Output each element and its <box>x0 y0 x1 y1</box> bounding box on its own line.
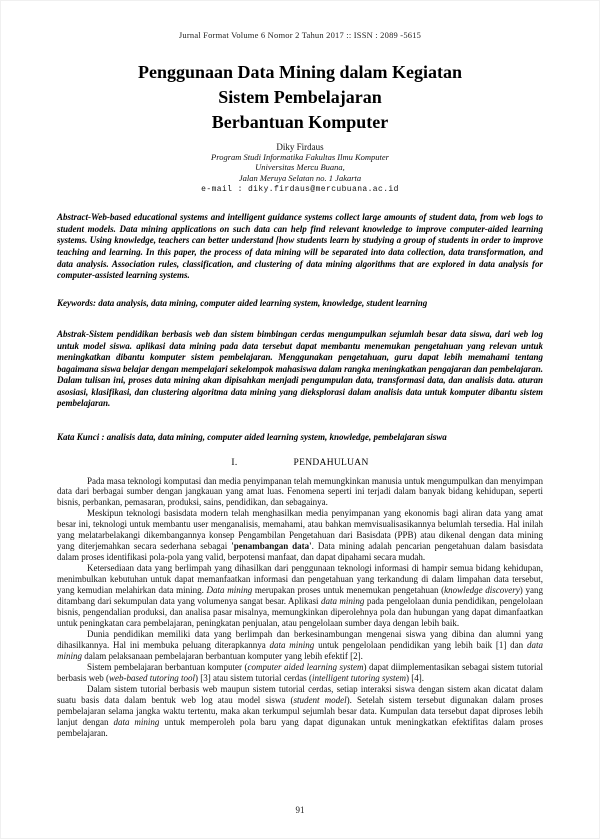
section-heading-pendahuluan <box>57 458 543 468</box>
author-address: Jalan Meruya Selatan no. 1 Jakarta <box>238 172 362 183</box>
paragraph-5: Sistem pembelajaran berbantuan komputer (computer aided learning system) dapat diimplementasikan sebagai sistem tutorial berbasis web (web-based tutoring tool) [3] atau sistem tutorial cerdas (intelligent tutoring system) [4]. <box>57 661 543 683</box>
author-name: Diky Firdaus <box>276 141 324 152</box>
paper-title-line-2: Sistem Pembelajaran <box>218 87 382 108</box>
body-text <box>57 476 543 739</box>
author-email: e-mail : diky.firdaus@mercubuana.ac.id <box>201 185 399 195</box>
keywords-line: Keywords: data analysis, data mining, computer aided learning system, knowledge, student learning <box>57 297 428 308</box>
paper-title <box>57 60 543 136</box>
paper-title-line-3: Berbantuan Komputer <box>211 112 389 133</box>
abstract-indonesian: Abstrak-Sistem pendidikan berbasis web dan sistem bimbingan cerdas mengumpulkan sejumlah besar data siswa, dari web log untuk model siswa. aplikasi data mining pada data tersebut dapat membantu menemukan pengetahuan yang relevan untuk meningkatkan dibantu komputer sistem pembelajaran. Menggunakan pengetahuan, guru dapat lebih memahami tentang bagaimana siswa belajar dengan mempelajari sekelompok mahasiswa dalam rangka meningkatkan pengajaran dan pembelajaran. Dalam tulisan ini, proses data mining akan dipisahkan menjadi pengumpulan data, transformasi data, dan analisis data. aturan asosiasi, klasifikasi, dan clustering algoritma data mining yang dieksplorasi dalam analisis data untuk komputer dibantu sistem pembelajaran. <box>57 329 543 409</box>
paragraph-3: Ketersediaan data yang berlimpah yang dihasilkan dari penggunaan teknologi informasi di hampir semua bidang kehidupan, menimbulkan kebutuhan untuk dapat memanfaatkan informasi dan pengetahuan yang terkandung di dalam limpahan data tersebut, yang kemudian melahirkan data mining. Data mining merupakan proses untuk menemukan pengetahuan (knowledge discovery) yang ditambang dari sekumpulan data yang volumenya sangat besar. Aplikasi data mining pada pengelolaan dunia pendidikan, pengelolaan bisnis, pengendalian produksi, dan analisa pasar misalnya, memungkinkan diperolehnya pola dan hubungan yang dapat dimanfaatkan untuk peningkatan cara pembelajaran, peningkatan penjualan, atau pengelolaan sumber daya dengan lebih baik. <box>57 563 543 629</box>
paragraph-6: Dalam sistem tutorial berbasis web maupun sistem tutorial cerdas, setiap interaksi siswa dengan sistem akan dicatat dalam suatu basis data dalam bentuk web log atau model siswa (student model). Setelah sistem tersebut digunakan dalam proses pembelajaran selama jangka waktu tertentu, maka akan terkumpul sejumlah besar data. Kumpulan data tersebut dapat diproses lebih lanjut dengan data mining untuk memperoleh pola baru yang dapat digunakan untuk meningkatkan efektifitas dalam proses pembelajaran. <box>57 683 543 738</box>
paragraph-1: Pada masa teknologi komputasi dan media penyimpanan telah memungkinkan manusia untuk mengumpulkan dan menyimpan data dari berbagai sumber dengan jangkauan yang amat luas. Fenomena seperti ini terjadi dalam banyak bidang kehidupan, seperti bisnis, perbankan, pemasaran, produksi, sains, pendidikan, dan sebagainya. <box>57 475 543 508</box>
author-block <box>57 142 543 195</box>
kata-kunci-line: Kata Kunci : analisis data, data mining, computer aided learning system, knowledge, pembelajaran siswa <box>57 431 447 442</box>
paragraph-4: Dunia pendidikan memiliki data yang berlimpah dan berkesinambungan mengenai siswa yang dibina dan alumni yang dihasilkannya. Hal ini membuka peluang diterapkannya data mining untuk pengelolaan pendidikan yang lebih baik [1] dan data mining dalam pelaksanaan pembelajaran berbantuan komputer yang lebih efektif [2]. <box>57 629 543 662</box>
author-department: Program Studi Informatika Fakultas Ilmu Komputer <box>211 151 389 162</box>
section-title: PENDAHULUAN <box>293 457 369 468</box>
abstract-english: Abstract-Web-based educational systems and intelligent guidance systems collect large amounts of student data, from web logs to student models. Data mining applications on such data can help find relevant knowledge to improve computer-aided learning systems. Using knowledge, teachers can better understand [how students learn by studying a group of students in order to improve teaching and learning. In this paper, the process of data mining will be separated into data collection, data transformation, and data analysis. Association rules, classification, and clustering of data mining algorithms that are explored in data analysis for computer-assisted learning systems. <box>57 212 543 281</box>
paper-title-line-1: Penggunaan Data Mining dalam Kegiatan <box>137 62 463 82</box>
page-number: 91 <box>295 805 305 815</box>
paragraph-2: Meskipun teknologi basisdata modern telah menghasilkan media penyimpanan yang ekonomis bagi aliran data yang amat besar ini, teknologi untuk membantu user menganalisis, memahami, atau bahkan memvisualisasikannya belumlah tersedia. Hal inilah yang melatarbelakangi dikembangannya konsep Pengambilan Pengetahuan dari Basisdata (PPB) atau dikenal dengan data mining yang diterjemahkan secara sederhana sebagai 'penambangan data'. Data mining adalah pencarian pengetahuan dalam basisdata dalam proses identifikasi pola-pola yang valid, berpotensi manfaat, dan dapat dipahami secara mudah. <box>57 508 543 563</box>
section-number: I. <box>231 457 238 468</box>
journal-header: Jurnal Format Volume 6 Nomor 2 Tahun 2017 :: ISSN : 2089 -5615 <box>178 30 422 40</box>
author-university: Universitas Mercu Buana, <box>255 162 345 173</box>
